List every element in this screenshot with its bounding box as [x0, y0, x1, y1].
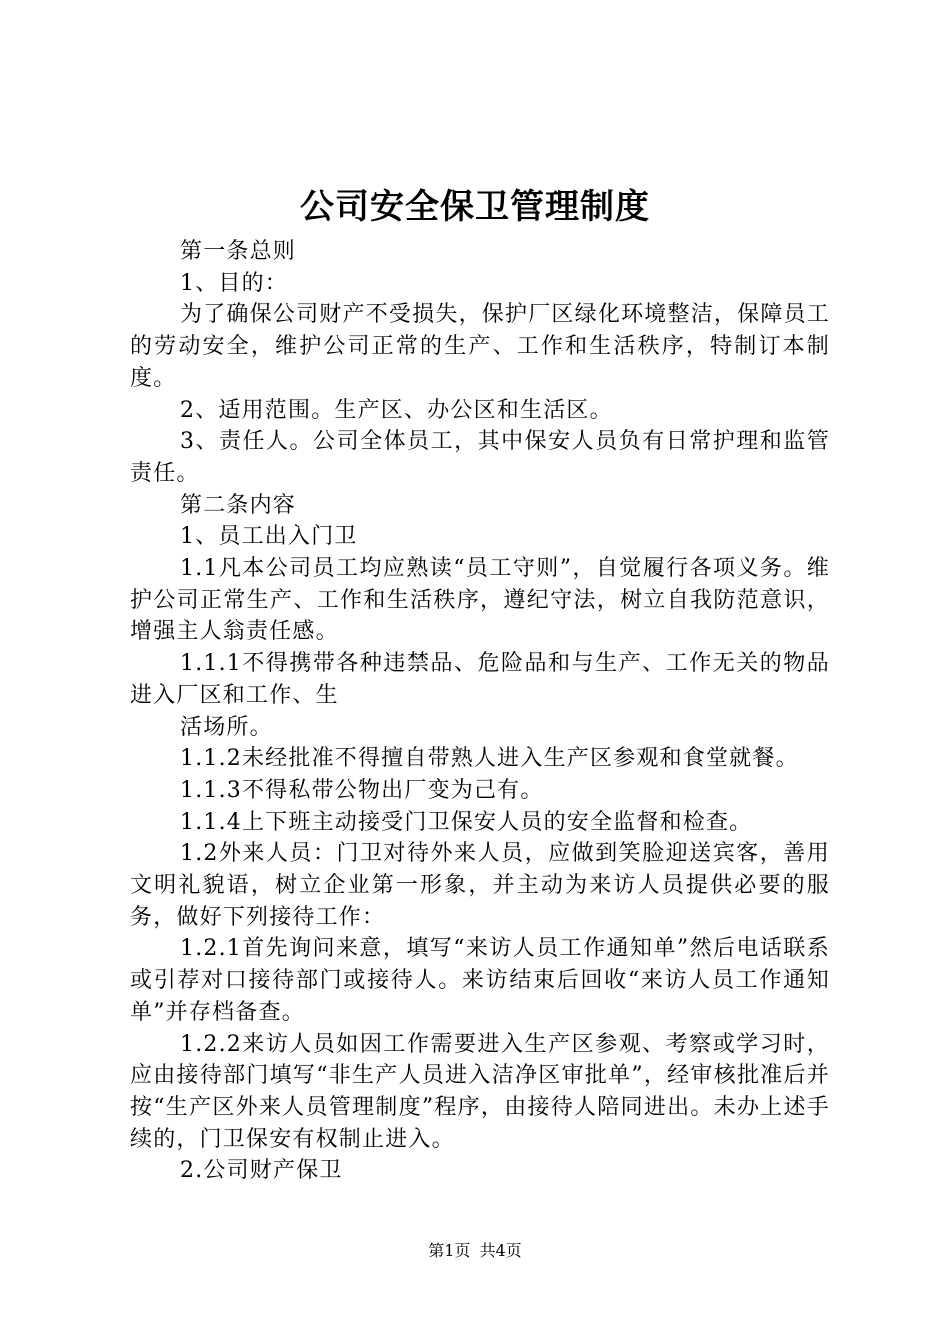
clause-1-2-1: 1.2.1首先询问来意，填写“来访人员工作通知单”然后电话联系或引荐对口接待部门或接待人。来访结束后回收“来访人员工作通知单”并存档备查。 [130, 936, 830, 1025]
clause-property-security: 2.公司财产保卫 [180, 1158, 343, 1184]
clause-1-1-3: 1.1.3不得私带公物出厂变为己有。 [180, 777, 544, 803]
clause-purpose-heading: 1、目的： [180, 270, 288, 296]
page-total: 共4页 [479, 1241, 522, 1260]
page-number: 第1页 [428, 1241, 471, 1260]
page-footer [0, 1240, 950, 1262]
section-heading-general: 第一条总则 [180, 239, 297, 264]
document-body [130, 236, 830, 1187]
clause-staff-entry: 1、员工出入门卫 [180, 524, 358, 550]
document-title: 公司安全保卫管理制度 [300, 187, 650, 227]
clause-1-2: 1.2外来人员：门卫对待外来人员，应做到笑脸迎送宾客，善用文明礼貌语，树立企业第一形象，并主动为来访人员提供必要的服务，做好下列接待工作： [130, 841, 830, 930]
clause-1-1: 1.1凡本公司员工均应熟读“员工守则”，自觉履行各项义务。维护公司正常生产、工作和生活秩序，遵纪守法，树立自我防范意识，增强主人翁责任感。 [130, 556, 830, 645]
clause-1-2-2: 1.2.2来访人员如因工作需要进入生产区参观、考察或学习时，应由接待部门填写“非生产人员进入洁净区审批单”，经审核批准后并按“生产区外来人员管理制度”程序，由接待人陪同进出。未办上述手续的，门卫保安有权制止进入。 [130, 1031, 830, 1152]
section-heading-content: 第二条内容 [180, 492, 297, 518]
clause-1-1-2: 1.1.2未经批准不得擅自带熟人进入生产区参观和食堂就餐。 [180, 746, 799, 772]
clause-scope: 2、适用范围。生产区、办公区和生活区。 [180, 397, 613, 423]
clause-responsible: 3、责任人。公司全体员工，其中保安人员负有日常护理和监管责任。 [130, 429, 830, 486]
clause-1-1-4: 1.1.4上下班主动接受门卫保安人员的安全监督和检查。 [180, 809, 753, 835]
clause-purpose-text: 为了确保公司财产不受损失，保护厂区绿化环境整洁，保障员工的劳动安全，维护公司正常的生产、工作和生活秩序，特制订本制度。 [130, 302, 830, 391]
clause-1-1-1: 1.1.1不得携带各种违禁品、危险品和与生产、工作无关的物品进入厂区和工作、生 [130, 651, 830, 708]
clause-1-1-1-continued: 活场所。 [180, 714, 273, 740]
